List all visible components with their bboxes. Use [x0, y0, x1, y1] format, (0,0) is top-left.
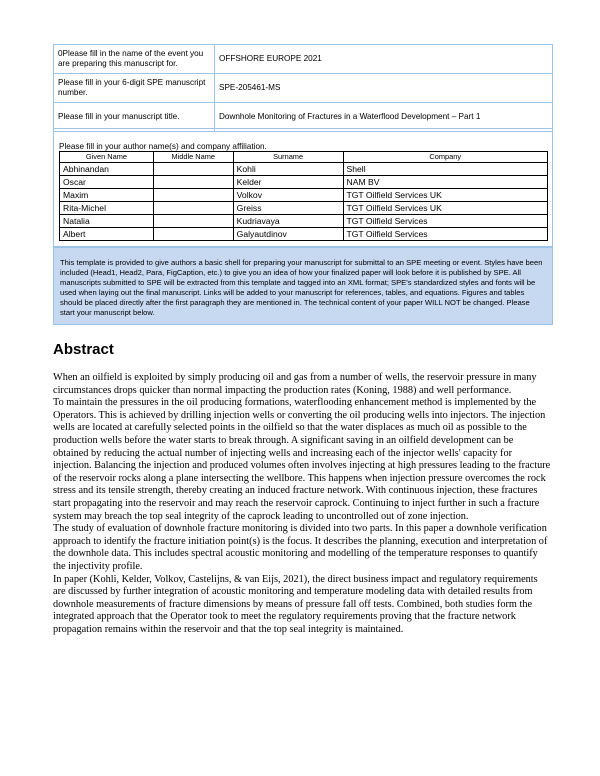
middle-name-cell[interactable]	[153, 189, 233, 202]
abstract-body	[53, 372, 551, 636]
abstract-paragraph: When an oilfield is exploited by simply producing oil and gas from a number of wells, the reservoir pressure in many circumstances drops quicker than normal impacting the production rates (Koning, 1988) and well performance.	[53, 372, 537, 396]
template-notice: This template is provided to give authors a basic shell for preparing your manuscript for submittal to an SPE meeting or event. Styles have been included (Head1, Head2, Para, FigCaption, etc.) to give you an idea of how your finalized paper will look before it is published by SPE. All manuscripts submitted to SPE will be extracted from this template and tagged into an XML format; SPE's standardized styles and fonts will be used when laying out the final manuscript. Links will be added to your manuscript for references, tables, and equations. Figures and tables should be placed directly after the first paragraph they are mentioned in. The technical content of your paper WILL NOT be changed. Please start your manuscript below.	[53, 247, 553, 325]
company-cell[interactable]: NAM BV	[343, 176, 548, 189]
given-name-cell[interactable]: Oscar	[60, 176, 154, 189]
middle-name-cell[interactable]	[153, 215, 233, 228]
number-label: Please fill in your 6-digit SPE manuscript number.	[54, 74, 215, 103]
authors-table	[59, 151, 548, 241]
abstract-paragraph: To maintain the pressures in the oil producing formations, waterflooding enhancement method is implemented by the Operators. This is achieved by drilling injection wells or converting the oil producing wells into injectors. The injection wells are located at carefully selected points in the oilfield so that the water displaces as much oil as possible to the production wells before the water starts to break through. A significant saving in an oilfield development can be obtained by reducing the actual number of injecting wells and increasing each of the injector wells' capacity for injection. Balancing the injection and produced volumes often involves injecting at high pressures leading to the fracture of the reservoir rocks along a plane intersecting the wellbore. This happens when injection pressure overcomes the rock stress and its tensile strength, thereby creating an induced fracture network. With continuous injection, these fractures start propagating into the reservoir and may reach the reservoir caprock. Continuing to inject further in such a fracture system may breach the top seal integrity of the caprock leading to uncontrolled out of zone injection.	[53, 397, 551, 522]
company-cell[interactable]: TGT Oilfield Services UK	[343, 202, 548, 215]
company-cell[interactable]: TGT Oilfield Services UK	[343, 189, 548, 202]
header-surname: Surname	[233, 152, 343, 163]
given-name-cell[interactable]: Natalia	[60, 215, 154, 228]
number-value[interactable]: SPE-205461-MS	[215, 74, 553, 103]
given-name-cell[interactable]: Abhinandan	[60, 163, 154, 176]
company-cell[interactable]: TGT Oilfield Services	[343, 215, 548, 228]
company-cell[interactable]: Shell	[343, 163, 548, 176]
author-row	[60, 176, 548, 189]
given-name-cell[interactable]: Maxim	[60, 189, 154, 202]
given-name-cell[interactable]: Rita-Michel	[60, 202, 154, 215]
surname-cell[interactable]: Galyautdinov	[233, 228, 343, 241]
abstract-heading: Abstract	[53, 341, 114, 358]
abstract-paragraph: In paper (Kohli, Kelder, Volkov, Castelijns, & van Eijs, 2021), the direct business impact and regulatory requirements are discussed by further integration of acoustic monitoring and temperature modeling data with detailed results from downhole measurements of fracture dimensions by means of pressure fall off tests. Combined, both studies form the integrated approach that the Operator took to meet the regulatory requirements proving that the fracture network propagation remains within the reservoir and that the top seal integrity is maintained.	[53, 573, 538, 635]
surname-cell[interactable]: Kudriavaya	[233, 215, 343, 228]
header-middle-name: Middle Name	[153, 152, 233, 163]
middle-name-cell[interactable]	[153, 163, 233, 176]
author-row	[60, 163, 548, 176]
surname-cell[interactable]: Volkov	[233, 189, 343, 202]
header-company: Company	[343, 152, 548, 163]
middle-name-cell[interactable]	[153, 202, 233, 215]
authors-header-row	[60, 152, 548, 163]
number-row	[54, 74, 553, 103]
header-given-name: Given Name	[60, 152, 154, 163]
title-value[interactable]: Downhole Monitoring of Fractures in a Waterflood Development – Part 1	[215, 103, 553, 132]
middle-name-cell[interactable]	[153, 228, 233, 241]
author-row	[60, 215, 548, 228]
title-label: Please fill in your manuscript title.	[54, 103, 215, 132]
middle-name-cell[interactable]	[153, 176, 233, 189]
event-label: 0Please fill in the name of the event you are preparing this manuscript for.	[54, 45, 215, 74]
author-row	[60, 202, 548, 215]
given-name-cell[interactable]: Albert	[60, 228, 154, 241]
surname-cell[interactable]: Kelder	[233, 176, 343, 189]
company-cell[interactable]: TGT Oilfield Services	[343, 228, 548, 241]
surname-cell[interactable]: Greiss	[233, 202, 343, 215]
author-row	[60, 228, 548, 241]
event-row	[54, 45, 553, 74]
author-prompt: Please fill in your author name(s) and company affiliation.	[59, 142, 267, 151]
event-value[interactable]: OFFSHORE EUROPE 2021	[215, 45, 553, 74]
author-row	[60, 189, 548, 202]
abstract-paragraph: The study of evaluation of downhole fracture monitoring is divided into two parts. In this paper a downhole verification approach to identify the fracture initiation point(s) is the focus. It describes the planning, execution and interpretation of the downhole data. This includes spectral acoustic monitoring and modelling of the temperature responses to quantify the injectivity profile.	[53, 523, 548, 572]
manuscript-info-table	[53, 44, 553, 132]
surname-cell[interactable]: Kohli	[233, 163, 343, 176]
